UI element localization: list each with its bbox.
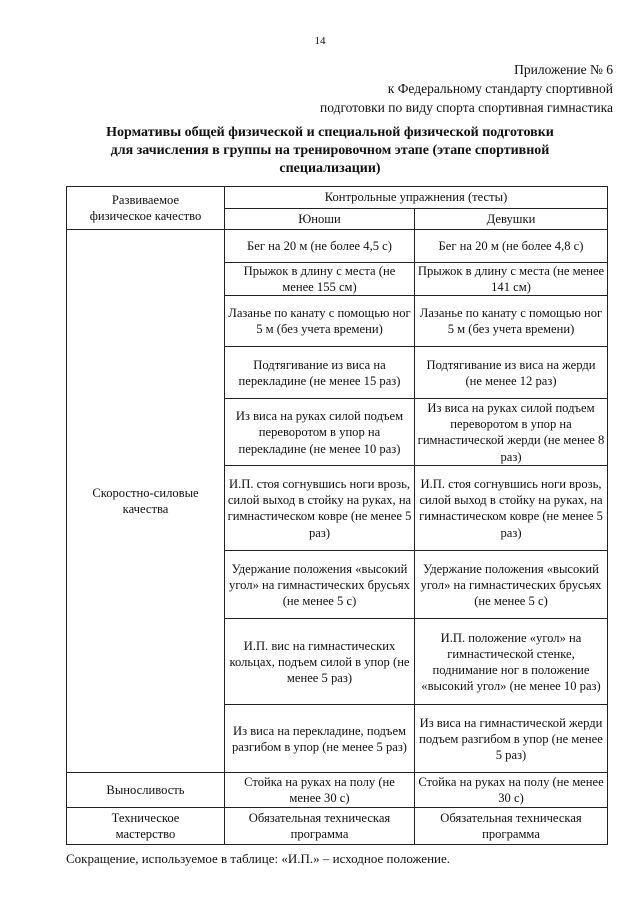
girls-test-cell: Бег на 20 м (не более 4,8 с) [415, 230, 608, 263]
boys-test-cell: Удержание положения «высокий угол» на гимнастических брусьях (не менее 5 с) [225, 551, 415, 619]
boys-test-cell: Лазанье по канату с помощью ног 5 м (без учета времени) [225, 296, 415, 347]
table-row [67, 230, 608, 263]
boys-test-cell: И.П. стоя согнувшись ноги врозь, силой выход в стойку на руках, на гимнастическом ковре (не менее 5 раз) [225, 466, 415, 551]
page-number: 14 [314, 35, 326, 47]
quality-cell: Скоростно-силовые качества [67, 230, 225, 773]
header-tests: Контрольные упражнения (тесты) [225, 187, 608, 209]
girls-test-cell: И.П. положение «угол» на гимнастической стенке, поднимание ног в положение «высокий угол» (не менее 10 раз) [415, 619, 608, 705]
boys-test-cell: И.П. вис на гимнастических кольцах, подъем силой в упор (не менее 5 раз) [225, 619, 415, 705]
header-boys: Юноши [225, 209, 415, 230]
appendix-line-3: подготовки по виду спорта спортивная гимнастика [320, 100, 613, 115]
title-line-3: специализации) [279, 161, 381, 176]
boys-test-cell: Прыжок в длину с места (не менее 155 см) [225, 263, 415, 296]
title-line-1: Нормативы общей физической и специальной физической подготовки [106, 125, 554, 140]
header-girls: Девушки [415, 209, 608, 230]
boys-test-cell: Подтягивание из виса на перекладине (не менее 15 раз) [225, 347, 415, 399]
girls-test-cell: Удержание положения «высокий угол» на гимнастических брусьях (не менее 5 с) [415, 551, 608, 619]
table-row [67, 773, 608, 808]
norms-table [66, 186, 608, 845]
boys-test-cell: Бег на 20 м (не более 4,5 с) [225, 230, 415, 263]
girls-test-cell: Лазанье по канату с помощью ног 5 м (без учета времени) [415, 296, 608, 347]
appendix-line-2: к Федеральному стандарту спортивной [387, 81, 613, 96]
quality-cell: Техническое мастерство [67, 808, 225, 845]
title-line-2: для зачисления в группы на тренировочном этапе (этапе спортивной [110, 143, 550, 158]
appendix-line-1: Приложение № 6 [514, 62, 613, 77]
girls-test-cell: И.П. стоя согнувшись ноги врозь, силой выход в стойку на руках, на гимнастическом ковре (не менее 5 раз) [415, 466, 608, 551]
boys-test-cell: Стойка на руках на полу (не менее 30 с) [225, 773, 415, 808]
appendix-header [253, 60, 613, 117]
boys-test-cell: Из виса на руках силой подъем переворотом в упор на перекладине (не менее 10 раз) [225, 399, 415, 466]
footnote: Сокращение, используемое в таблице: «И.П.» – исходное положение. [66, 851, 451, 866]
girls-test-cell: Прыжок в длину с места (не менее 141 см) [415, 263, 608, 296]
girls-test-cell: Подтягивание из виса на жерди (не менее 12 раз) [415, 347, 608, 399]
boys-test-cell: Обязательная техническая программа [225, 808, 415, 845]
girls-test-cell: Обязательная техническая программа [415, 808, 608, 845]
girls-test-cell: Стойка на руках на полу (не менее 30 с) [415, 773, 608, 808]
boys-test-cell: Из виса на перекладине, подъем разгибом в упор (не менее 5 раз) [225, 705, 415, 773]
quality-cell: Выносливость [67, 773, 225, 808]
document-title [70, 124, 590, 178]
table-row [67, 808, 608, 845]
girls-test-cell: Из виса на гимнастической жерди подъем разгибом в упор (не менее 5 раз) [415, 705, 608, 773]
header-quality: Развиваемое физическое качество [67, 187, 225, 230]
girls-test-cell: Из виса на руках силой подъем переворотом в упор на гимнастической жерди (не менее 8 раз) [415, 399, 608, 466]
table-body [67, 230, 608, 845]
